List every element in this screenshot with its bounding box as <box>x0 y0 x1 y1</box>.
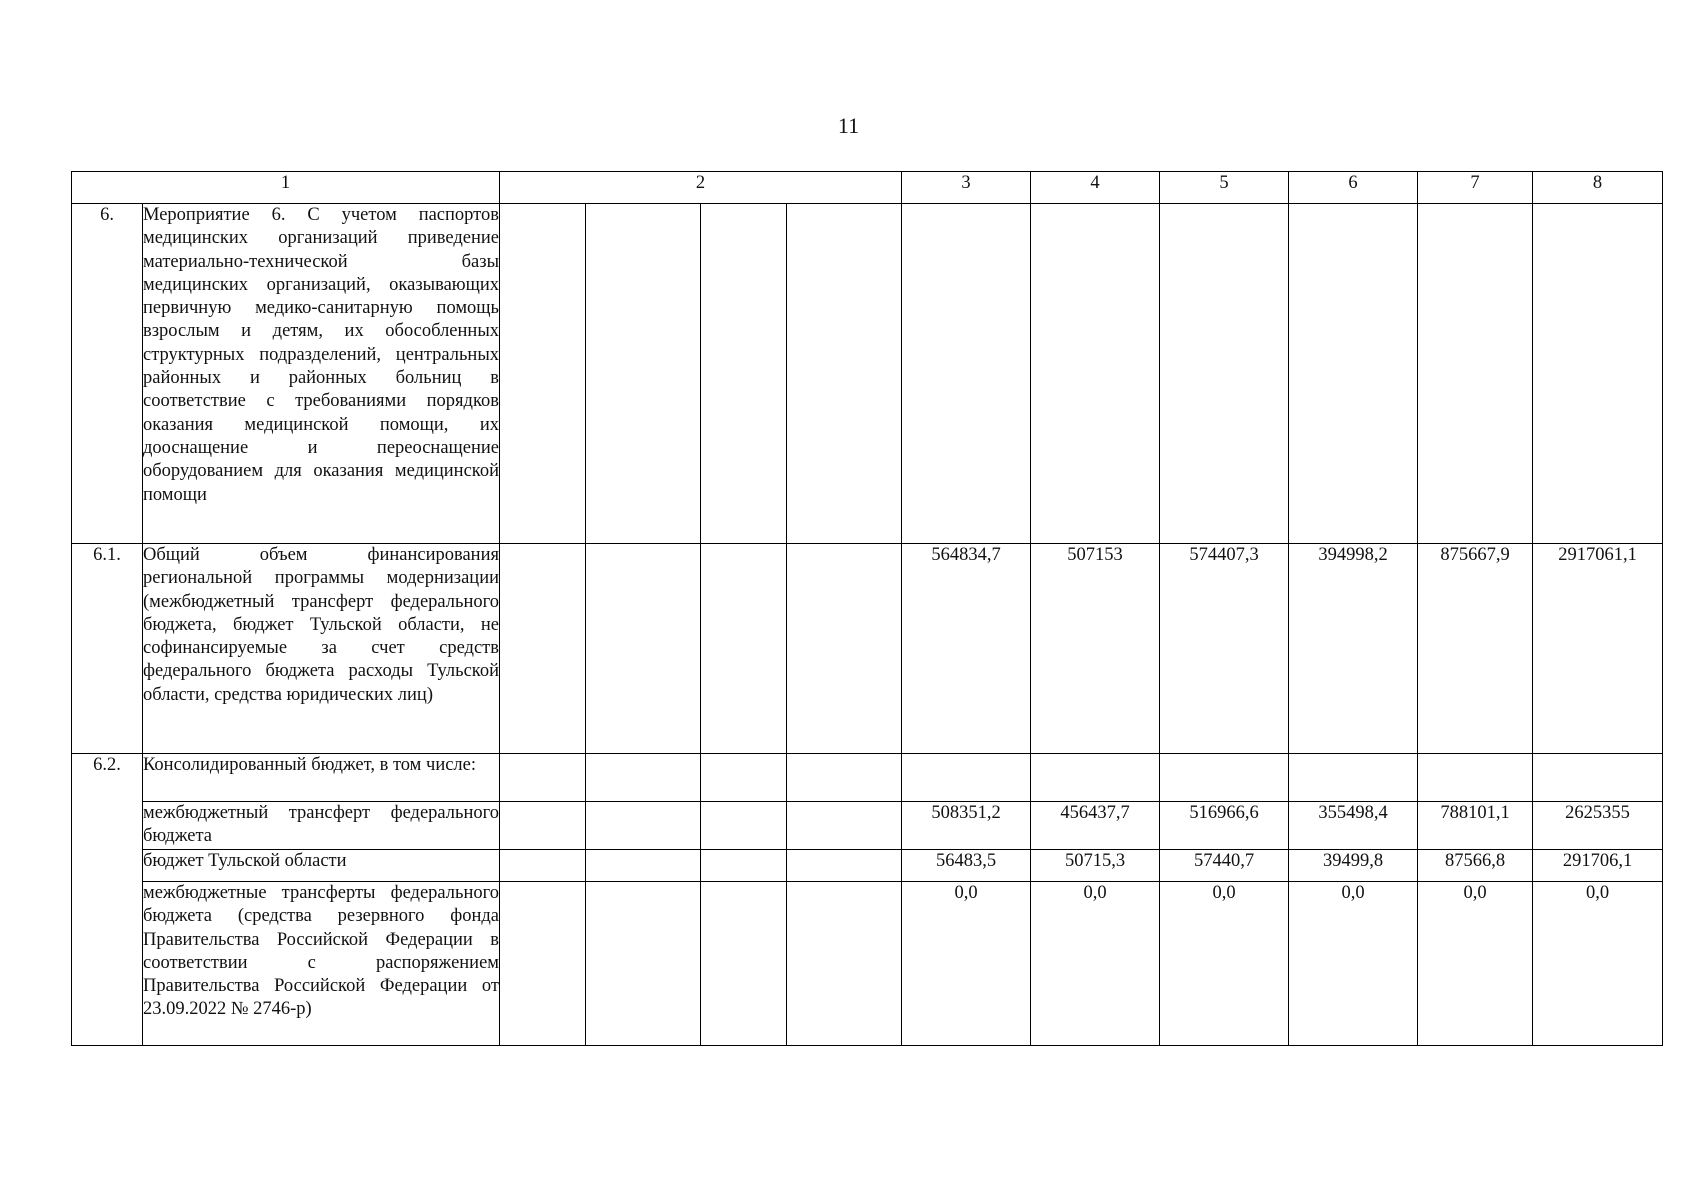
empty-cell <box>586 802 701 850</box>
row-number <box>72 850 143 882</box>
row-number: 6.2. <box>72 754 143 802</box>
row-description: Мероприятие 6. С учетом паспортов медицинских организаций приведение материально-технической базы медицинских организаций, оказывающих первичную медико-санитарную помощь взрослым и детям, их обособленных структурных подразделений, центральных районных и районных больниц в соответствие с требованиями порядков оказания медицинской помощи, их дооснащение и переоснащение оборудованием для оказания медицинской помощи <box>143 204 500 544</box>
row-number: 6. <box>72 204 143 544</box>
value-cell: 508351,2 <box>902 802 1031 850</box>
value-cell <box>1418 204 1533 544</box>
table-row <box>72 754 1663 802</box>
header-col-6: 6 <box>1289 172 1418 204</box>
value-cell: 87566,8 <box>1418 850 1533 882</box>
value-cell: 516966,6 <box>1160 802 1289 850</box>
empty-cell <box>701 204 787 544</box>
value-cell <box>1031 204 1160 544</box>
empty-cell <box>701 882 787 1046</box>
value-cell: 39499,8 <box>1289 850 1418 882</box>
value-cell <box>1289 754 1418 802</box>
header-col-4: 4 <box>1031 172 1160 204</box>
value-cell: 0,0 <box>1031 882 1160 1046</box>
value-cell <box>1533 754 1663 802</box>
table-row <box>72 882 1663 1046</box>
value-cell: 291706,1 <box>1533 850 1663 882</box>
header-col-1: 1 <box>72 172 500 204</box>
value-cell <box>902 204 1031 544</box>
budget-table <box>71 171 1663 1046</box>
empty-cell <box>701 754 787 802</box>
value-cell <box>1160 204 1289 544</box>
table-row <box>72 544 1663 754</box>
empty-cell <box>586 850 701 882</box>
value-cell: 0,0 <box>1533 882 1663 1046</box>
table-row <box>72 850 1663 882</box>
row-description: Консолидированный бюджет, в том числе: <box>143 754 500 802</box>
empty-cell <box>701 544 787 754</box>
value-cell: 788101,1 <box>1418 802 1533 850</box>
empty-cell <box>787 754 902 802</box>
value-cell <box>902 754 1031 802</box>
value-cell: 2625355 <box>1533 802 1663 850</box>
value-cell: 456437,7 <box>1031 802 1160 850</box>
row-description: межбюджетный трансферт федерального бюджета <box>143 802 500 850</box>
page-number: 11 <box>837 113 860 138</box>
empty-cell <box>500 544 586 754</box>
value-cell: 2917061,1 <box>1533 544 1663 754</box>
value-cell: 0,0 <box>1418 882 1533 1046</box>
table-row <box>72 204 1663 544</box>
header-col-2: 2 <box>500 172 902 204</box>
empty-cell <box>787 882 902 1046</box>
header-col-3: 3 <box>902 172 1031 204</box>
empty-cell <box>787 204 902 544</box>
empty-cell <box>787 544 902 754</box>
value-cell: 564834,7 <box>902 544 1031 754</box>
empty-cell <box>500 802 586 850</box>
empty-cell <box>500 754 586 802</box>
empty-cell <box>500 882 586 1046</box>
empty-cell <box>586 204 701 544</box>
empty-cell <box>787 802 902 850</box>
value-cell: 355498,4 <box>1289 802 1418 850</box>
empty-cell <box>586 882 701 1046</box>
empty-cell <box>586 754 701 802</box>
value-cell: 0,0 <box>1160 882 1289 1046</box>
value-cell <box>1031 754 1160 802</box>
row-number <box>72 882 143 1046</box>
value-cell: 875667,9 <box>1418 544 1533 754</box>
value-cell: 0,0 <box>902 882 1031 1046</box>
empty-cell <box>586 544 701 754</box>
header-col-5: 5 <box>1160 172 1289 204</box>
value-cell: 50715,3 <box>1031 850 1160 882</box>
empty-cell <box>500 850 586 882</box>
value-cell: 394998,2 <box>1289 544 1418 754</box>
value-cell: 56483,5 <box>902 850 1031 882</box>
value-cell <box>1160 754 1289 802</box>
table-row <box>72 802 1663 850</box>
header-row <box>72 172 1663 204</box>
header-col-8: 8 <box>1533 172 1663 204</box>
value-cell: 507153 <box>1031 544 1160 754</box>
row-number: 6.1. <box>72 544 143 754</box>
value-cell: 57440,7 <box>1160 850 1289 882</box>
value-cell <box>1418 754 1533 802</box>
empty-cell <box>701 802 787 850</box>
empty-cell <box>701 850 787 882</box>
header-col-7: 7 <box>1418 172 1533 204</box>
value-cell: 574407,3 <box>1160 544 1289 754</box>
row-description: бюджет Тульской области <box>143 850 500 882</box>
value-cell: 0,0 <box>1289 882 1418 1046</box>
empty-cell <box>787 850 902 882</box>
row-number <box>72 802 143 850</box>
row-description: межбюджетные трансферты федерального бюджета (средства резервного фонда Правительства Российской Федерации в соответствии с распоряжением Правительства Российской Федерации от 23.09.2022 № 2746-р) <box>143 882 500 1046</box>
row-description: Общий объем финансирования региональной программы модернизации (межбюджетный трансферт федерального бюджета, бюджет Тульской области, не софинансируемые за счет средств федерального бюджета расходы Тульской области, средства юридических лиц) <box>143 544 500 754</box>
empty-cell <box>500 204 586 544</box>
value-cell <box>1533 204 1663 544</box>
value-cell <box>1289 204 1418 544</box>
